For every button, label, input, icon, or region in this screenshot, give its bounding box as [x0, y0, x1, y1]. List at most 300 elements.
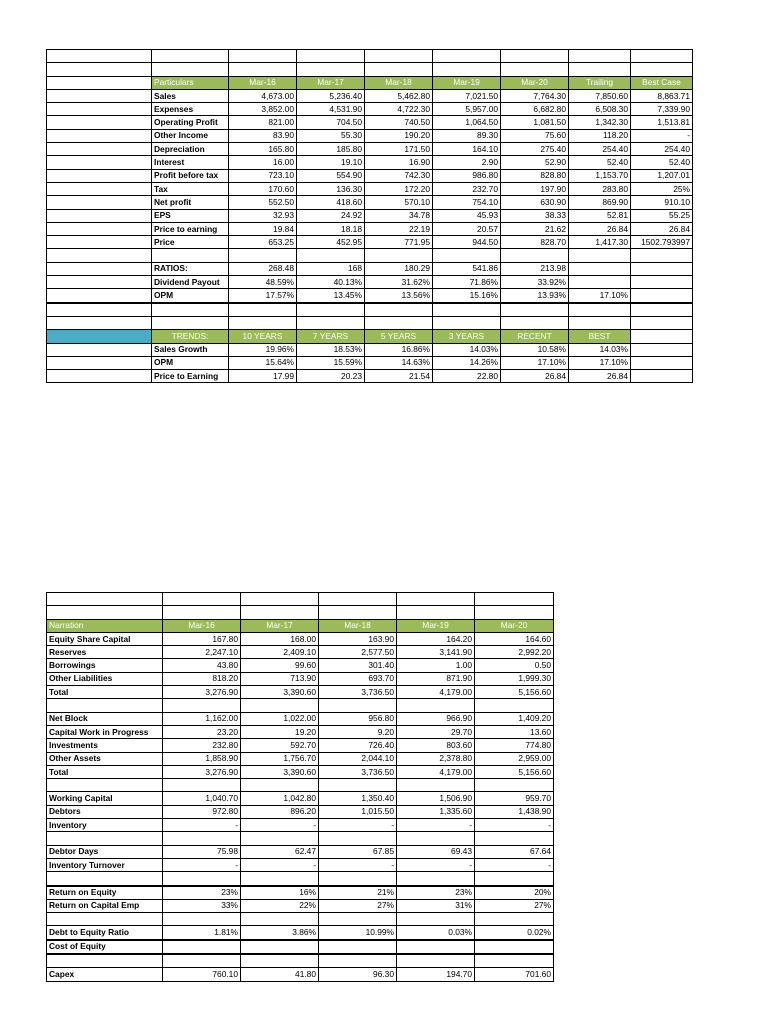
row-label[interactable]: RATIOS: [152, 262, 229, 275]
row-label[interactable]: Expenses [152, 103, 229, 116]
value-cell[interactable]: 828.80 [501, 169, 569, 182]
value-cell[interactable]: 16.86% [365, 343, 433, 356]
value-cell[interactable]: 1,064.50 [433, 116, 501, 129]
value-cell[interactable]: Mar-16 [229, 76, 297, 89]
value-cell[interactable]: 268.48 [229, 262, 297, 275]
value-cell[interactable]: 29.70 [397, 725, 475, 738]
row-label[interactable]: Reserves [47, 646, 163, 659]
value-cell[interactable]: 6,508.30 [569, 103, 631, 116]
value-cell[interactable]: 630.90 [501, 196, 569, 209]
value-cell[interactable]: 55.25 [631, 209, 693, 222]
empty-cell[interactable] [569, 303, 631, 317]
value-cell[interactable]: 986.80 [433, 169, 501, 182]
value-cell[interactable]: 4,179.00 [397, 686, 475, 699]
value-cell[interactable]: 5,236.40 [297, 89, 365, 102]
value-cell[interactable]: 452.95 [297, 236, 365, 249]
empty-cell[interactable] [241, 913, 319, 926]
value-cell[interactable]: 13.56% [365, 289, 433, 303]
value-cell[interactable]: 5,957.00 [433, 103, 501, 116]
empty-cell[interactable] [397, 940, 475, 954]
value-cell[interactable]: Trailing [569, 76, 631, 89]
empty-cell[interactable] [47, 196, 152, 209]
empty-cell[interactable] [501, 316, 569, 329]
empty-cell[interactable] [47, 63, 152, 76]
value-cell[interactable]: 14.03% [569, 343, 631, 356]
value-cell[interactable]: 1502.793997 [631, 236, 693, 249]
value-cell[interactable]: 3 YEARS [433, 330, 501, 343]
value-cell[interactable]: 18.53% [297, 343, 365, 356]
value-cell[interactable]: 52.40 [631, 156, 693, 169]
empty-cell[interactable] [229, 249, 297, 262]
empty-cell[interactable] [631, 303, 693, 317]
value-cell[interactable]: RECENT [501, 330, 569, 343]
value-cell[interactable]: 1.00 [397, 659, 475, 672]
value-cell[interactable]: 20.23 [297, 370, 365, 383]
empty-cell[interactable] [47, 330, 152, 343]
value-cell[interactable]: 10.99% [319, 926, 397, 940]
row-label[interactable]: Other Liabilities [47, 672, 163, 685]
value-cell[interactable] [631, 262, 693, 275]
empty-cell[interactable] [365, 63, 433, 76]
value-cell[interactable]: 275.40 [501, 143, 569, 156]
value-cell[interactable]: 1,162.00 [163, 712, 241, 725]
value-cell[interactable]: 23.20 [163, 725, 241, 738]
value-cell[interactable]: BEST [569, 330, 631, 343]
value-cell[interactable]: 7 YEARS [297, 330, 365, 343]
value-cell[interactable]: 871.90 [397, 672, 475, 685]
value-cell[interactable]: 653.25 [229, 236, 297, 249]
empty-cell[interactable] [569, 249, 631, 262]
value-cell[interactable]: 4,531.90 [297, 103, 365, 116]
row-label[interactable]: OPM [152, 356, 229, 369]
empty-cell[interactable] [433, 249, 501, 262]
row-label[interactable]: Interest [152, 156, 229, 169]
value-cell[interactable]: 14.26% [433, 356, 501, 369]
empty-cell[interactable] [475, 832, 554, 845]
empty-cell[interactable] [47, 222, 152, 235]
value-cell[interactable]: 723.10 [229, 169, 297, 182]
value-cell[interactable]: 774.80 [475, 739, 554, 752]
value-cell[interactable]: 3,852.00 [229, 103, 297, 116]
empty-cell[interactable] [47, 156, 152, 169]
value-cell[interactable]: 554.90 [297, 169, 365, 182]
empty-cell[interactable] [319, 913, 397, 926]
value-cell[interactable]: 3,736.50 [319, 765, 397, 778]
value-cell[interactable]: 22.80 [433, 370, 501, 383]
empty-cell[interactable] [47, 913, 163, 926]
empty-cell[interactable] [397, 832, 475, 845]
value-cell[interactable]: 0.03% [397, 926, 475, 940]
value-cell[interactable]: 164.20 [397, 632, 475, 645]
empty-cell[interactable] [47, 289, 152, 303]
empty-cell[interactable] [163, 699, 241, 712]
row-label[interactable]: Return on Equity [47, 886, 163, 900]
value-cell[interactable]: 232.80 [163, 739, 241, 752]
value-cell[interactable]: Mar-17 [241, 619, 319, 632]
value-cell[interactable]: 41.80 [241, 968, 319, 981]
value-cell[interactable]: 1,153.70 [569, 169, 631, 182]
empty-cell[interactable] [631, 63, 693, 76]
value-cell[interactable]: 21.54 [365, 370, 433, 383]
empty-cell[interactable] [47, 262, 152, 275]
row-label[interactable]: Operating Profit [152, 116, 229, 129]
empty-cell[interactable] [397, 872, 475, 886]
empty-cell[interactable] [47, 182, 152, 195]
value-cell[interactable]: 1,756.70 [241, 752, 319, 765]
value-cell[interactable]: 185.80 [297, 143, 365, 156]
empty-cell[interactable] [163, 940, 241, 954]
value-cell[interactable]: 4,673.00 [229, 89, 297, 102]
empty-cell[interactable] [501, 63, 569, 76]
value-cell[interactable]: 2,247.10 [163, 646, 241, 659]
value-cell[interactable]: 693.70 [319, 672, 397, 685]
value-cell[interactable]: 2,959.00 [475, 752, 554, 765]
empty-cell[interactable] [163, 593, 241, 606]
empty-cell[interactable] [319, 593, 397, 606]
empty-cell[interactable] [319, 954, 397, 968]
empty-cell[interactable] [365, 50, 433, 63]
empty-cell[interactable] [569, 50, 631, 63]
row-label[interactable]: Net Block [47, 712, 163, 725]
value-cell[interactable]: - [475, 819, 554, 832]
value-cell[interactable]: 910.10 [631, 196, 693, 209]
value-cell[interactable]: 803.60 [397, 739, 475, 752]
empty-cell[interactable] [475, 872, 554, 886]
empty-cell[interactable] [397, 606, 475, 619]
value-cell[interactable]: 2,378.80 [397, 752, 475, 765]
empty-cell[interactable] [241, 699, 319, 712]
value-cell[interactable]: 896.20 [241, 805, 319, 818]
value-cell[interactable]: 1,022.00 [241, 712, 319, 725]
value-cell[interactable]: 32.93 [229, 209, 297, 222]
empty-cell[interactable] [241, 940, 319, 954]
value-cell[interactable]: Mar-18 [365, 76, 433, 89]
empty-cell[interactable] [433, 63, 501, 76]
value-cell[interactable]: 0.50 [475, 659, 554, 672]
value-cell[interactable]: 17.10% [501, 356, 569, 369]
row-label[interactable]: Depreciation [152, 143, 229, 156]
empty-cell[interactable] [47, 316, 152, 329]
value-cell[interactable]: 3,276.90 [163, 765, 241, 778]
empty-cell[interactable] [319, 940, 397, 954]
empty-cell[interactable] [319, 779, 397, 792]
value-cell[interactable]: 27% [319, 899, 397, 912]
value-cell[interactable]: 3,141.90 [397, 646, 475, 659]
value-cell[interactable]: 16.00 [229, 156, 297, 169]
value-cell[interactable]: 45.93 [433, 209, 501, 222]
empty-cell[interactable] [475, 779, 554, 792]
empty-cell[interactable] [152, 63, 229, 76]
empty-cell[interactable] [297, 249, 365, 262]
value-cell[interactable]: 283.80 [569, 182, 631, 195]
row-label[interactable]: Price to earning [152, 222, 229, 235]
value-cell[interactable]: 1,417.30 [569, 236, 631, 249]
value-cell[interactable]: 22.19 [365, 222, 433, 235]
value-cell[interactable]: 3,276.90 [163, 686, 241, 699]
value-cell[interactable]: 1,409.20 [475, 712, 554, 725]
empty-cell[interactable] [501, 303, 569, 317]
empty-cell[interactable] [501, 249, 569, 262]
row-label[interactable]: Price [152, 236, 229, 249]
value-cell[interactable]: 418.60 [297, 196, 365, 209]
row-label[interactable]: Other Assets [47, 752, 163, 765]
value-cell[interactable]: 213.98 [501, 262, 569, 275]
value-cell[interactable] [569, 262, 631, 275]
empty-cell[interactable] [569, 63, 631, 76]
value-cell[interactable]: 17.10% [569, 289, 631, 303]
value-cell[interactable]: 197.90 [501, 182, 569, 195]
value-cell[interactable]: 27% [475, 899, 554, 912]
value-cell[interactable]: 2,044.10 [319, 752, 397, 765]
empty-cell[interactable] [163, 954, 241, 968]
value-cell[interactable]: 2,577.50 [319, 646, 397, 659]
empty-cell[interactable] [152, 303, 229, 317]
empty-cell[interactable] [475, 954, 554, 968]
value-cell[interactable]: 190.20 [365, 129, 433, 142]
value-cell[interactable]: 15.59% [297, 356, 365, 369]
empty-cell[interactable] [47, 50, 152, 63]
value-cell[interactable]: 9.20 [319, 725, 397, 738]
value-cell[interactable]: 55.30 [297, 129, 365, 142]
empty-cell[interactable] [319, 872, 397, 886]
empty-cell[interactable] [397, 699, 475, 712]
value-cell[interactable]: 14.63% [365, 356, 433, 369]
value-cell[interactable]: 1,506.90 [397, 792, 475, 805]
value-cell[interactable]: 552.50 [229, 196, 297, 209]
value-cell[interactable]: 14.03% [433, 343, 501, 356]
empty-cell[interactable] [152, 316, 229, 329]
empty-cell[interactable] [475, 593, 554, 606]
empty-cell[interactable] [631, 370, 693, 383]
empty-cell[interactable] [163, 779, 241, 792]
value-cell[interactable]: 2,992.20 [475, 646, 554, 659]
value-cell[interactable]: 19.84 [229, 222, 297, 235]
row-label[interactable]: Other Income [152, 129, 229, 142]
value-cell[interactable]: - [241, 858, 319, 871]
value-cell[interactable]: 136.30 [297, 182, 365, 195]
value-cell[interactable]: 972.80 [163, 805, 241, 818]
value-cell[interactable]: 15.16% [433, 289, 501, 303]
row-label[interactable]: Capital Work in Progress [47, 725, 163, 738]
value-cell[interactable]: 22% [241, 899, 319, 912]
value-cell[interactable]: 1,042.80 [241, 792, 319, 805]
value-cell[interactable]: 7,339.90 [631, 103, 693, 116]
empty-cell[interactable] [47, 76, 152, 89]
empty-cell[interactable] [631, 356, 693, 369]
value-cell[interactable]: 48.59% [229, 276, 297, 289]
empty-cell[interactable] [47, 370, 152, 383]
value-cell[interactable]: 168.00 [241, 632, 319, 645]
value-cell[interactable]: 1,335.60 [397, 805, 475, 818]
value-cell[interactable]: 1,858.90 [163, 752, 241, 765]
value-cell[interactable]: 194.70 [397, 968, 475, 981]
value-cell[interactable]: 742.30 [365, 169, 433, 182]
value-cell[interactable]: 771.95 [365, 236, 433, 249]
row-label[interactable]: Particulars [152, 76, 229, 89]
value-cell[interactable]: 16% [241, 886, 319, 900]
empty-cell[interactable] [47, 832, 163, 845]
value-cell[interactable]: 170.60 [229, 182, 297, 195]
value-cell[interactable]: 5,462.80 [365, 89, 433, 102]
value-cell[interactable]: 5 YEARS [365, 330, 433, 343]
empty-cell[interactable] [229, 316, 297, 329]
row-label[interactable]: Narration [47, 619, 163, 632]
value-cell[interactable]: 944.50 [433, 236, 501, 249]
empty-cell[interactable] [475, 699, 554, 712]
value-cell[interactable]: 43.80 [163, 659, 241, 672]
empty-cell[interactable] [397, 913, 475, 926]
empty-cell[interactable] [47, 129, 152, 142]
row-label[interactable]: Debtor Days [47, 845, 163, 858]
empty-cell[interactable] [631, 330, 693, 343]
empty-cell[interactable] [47, 779, 163, 792]
row-label[interactable]: Inventory Turnover [47, 858, 163, 871]
value-cell[interactable]: 1.81% [163, 926, 241, 940]
value-cell[interactable]: 541.86 [433, 262, 501, 275]
value-cell[interactable]: 67.64 [475, 845, 554, 858]
value-cell[interactable]: 13.60 [475, 725, 554, 738]
empty-cell[interactable] [47, 872, 163, 886]
value-cell[interactable]: 2.90 [433, 156, 501, 169]
row-label[interactable]: Capex [47, 968, 163, 981]
empty-cell[interactable] [47, 699, 163, 712]
empty-cell[interactable] [47, 593, 163, 606]
value-cell[interactable]: 168 [297, 262, 365, 275]
value-cell[interactable]: 13.45% [297, 289, 365, 303]
value-cell[interactable]: 19.96% [229, 343, 297, 356]
value-cell[interactable]: 713.90 [241, 672, 319, 685]
value-cell[interactable]: 172.20 [365, 182, 433, 195]
value-cell[interactable]: - [397, 858, 475, 871]
value-cell[interactable]: 164.60 [475, 632, 554, 645]
empty-cell[interactable] [152, 50, 229, 63]
value-cell[interactable]: 1,342.30 [569, 116, 631, 129]
value-cell[interactable]: 0.02% [475, 926, 554, 940]
value-cell[interactable]: 7,764.30 [501, 89, 569, 102]
value-cell[interactable]: 869.90 [569, 196, 631, 209]
value-cell[interactable]: 15.64% [229, 356, 297, 369]
value-cell[interactable]: 75.98 [163, 845, 241, 858]
value-cell[interactable]: 3,736.50 [319, 686, 397, 699]
empty-cell[interactable] [47, 209, 152, 222]
value-cell[interactable]: 163.90 [319, 632, 397, 645]
value-cell[interactable]: 3,390.60 [241, 765, 319, 778]
row-label[interactable]: Inventory [47, 819, 163, 832]
empty-cell[interactable] [47, 276, 152, 289]
value-cell[interactable]: - [631, 129, 693, 142]
value-cell[interactable]: Mar-19 [433, 76, 501, 89]
empty-cell[interactable] [47, 249, 152, 262]
row-label[interactable]: Return on Capital Emp [47, 899, 163, 912]
value-cell[interactable]: 18.18 [297, 222, 365, 235]
value-cell[interactable]: 1,207.01 [631, 169, 693, 182]
value-cell[interactable] [631, 289, 693, 303]
row-label[interactable]: OPM [152, 289, 229, 303]
empty-cell[interactable] [241, 954, 319, 968]
empty-cell[interactable] [297, 50, 365, 63]
row-label[interactable]: Net profit [152, 196, 229, 209]
empty-cell[interactable] [475, 606, 554, 619]
value-cell[interactable]: 5,156.60 [475, 686, 554, 699]
value-cell[interactable]: 52.40 [569, 156, 631, 169]
value-cell[interactable]: 10 YEARS [229, 330, 297, 343]
value-cell[interactable]: 17.57% [229, 289, 297, 303]
value-cell[interactable]: 1,438.90 [475, 805, 554, 818]
value-cell[interactable]: 760.10 [163, 968, 241, 981]
value-cell[interactable]: 17.10% [569, 356, 631, 369]
value-cell[interactable]: 67.85 [319, 845, 397, 858]
empty-cell[interactable] [152, 249, 229, 262]
empty-cell[interactable] [47, 343, 152, 356]
value-cell[interactable]: 8,863.71 [631, 89, 693, 102]
value-cell[interactable]: 828.70 [501, 236, 569, 249]
empty-cell[interactable] [47, 954, 163, 968]
empty-cell[interactable] [433, 316, 501, 329]
row-label[interactable]: Dividend Payout [152, 276, 229, 289]
value-cell[interactable]: 83.90 [229, 129, 297, 142]
value-cell[interactable]: 25% [631, 182, 693, 195]
value-cell[interactable]: 10.58% [501, 343, 569, 356]
value-cell[interactable]: 164.10 [433, 143, 501, 156]
value-cell[interactable]: - [397, 819, 475, 832]
row-label[interactable]: Working Capital [47, 792, 163, 805]
value-cell[interactable]: 701.60 [475, 968, 554, 981]
value-cell[interactable]: 1,015.50 [319, 805, 397, 818]
empty-cell[interactable] [433, 303, 501, 317]
value-cell[interactable]: 1,999.30 [475, 672, 554, 685]
value-cell[interactable]: - [163, 819, 241, 832]
value-cell[interactable]: 118.20 [569, 129, 631, 142]
value-cell[interactable] [569, 276, 631, 289]
row-label[interactable]: Total [47, 686, 163, 699]
value-cell[interactable]: 33.92% [501, 276, 569, 289]
empty-cell[interactable] [297, 316, 365, 329]
value-cell[interactable]: 1,513.81 [631, 116, 693, 129]
value-cell[interactable]: 570.10 [365, 196, 433, 209]
empty-cell[interactable] [47, 606, 163, 619]
empty-cell[interactable] [319, 832, 397, 845]
value-cell[interactable]: 1,040.70 [163, 792, 241, 805]
empty-cell[interactable] [241, 832, 319, 845]
value-cell[interactable]: Mar-20 [501, 76, 569, 89]
empty-cell[interactable] [397, 954, 475, 968]
row-label[interactable]: Debt to Equity Ratio [47, 926, 163, 940]
value-cell[interactable]: 726.40 [319, 739, 397, 752]
empty-cell[interactable] [631, 249, 693, 262]
value-cell[interactable]: 71.86% [433, 276, 501, 289]
value-cell[interactable]: 69.43 [397, 845, 475, 858]
value-cell[interactable]: 26.84 [569, 370, 631, 383]
row-label[interactable]: Tax [152, 182, 229, 195]
empty-cell[interactable] [319, 606, 397, 619]
value-cell[interactable]: 254.40 [631, 143, 693, 156]
empty-cell[interactable] [319, 699, 397, 712]
value-cell[interactable]: 19.10 [297, 156, 365, 169]
empty-cell[interactable] [475, 913, 554, 926]
value-cell[interactable]: 5,156.60 [475, 765, 554, 778]
value-cell[interactable]: Mar-18 [319, 619, 397, 632]
value-cell[interactable]: 17.99 [229, 370, 297, 383]
empty-cell[interactable] [229, 63, 297, 76]
value-cell[interactable]: 7,021.50 [433, 89, 501, 102]
value-cell[interactable]: 23% [163, 886, 241, 900]
value-cell[interactable]: - [475, 858, 554, 871]
value-cell[interactable]: 52.90 [501, 156, 569, 169]
value-cell[interactable]: 7,850.60 [569, 89, 631, 102]
empty-cell[interactable] [241, 593, 319, 606]
empty-cell[interactable] [47, 116, 152, 129]
value-cell[interactable]: 31% [397, 899, 475, 912]
